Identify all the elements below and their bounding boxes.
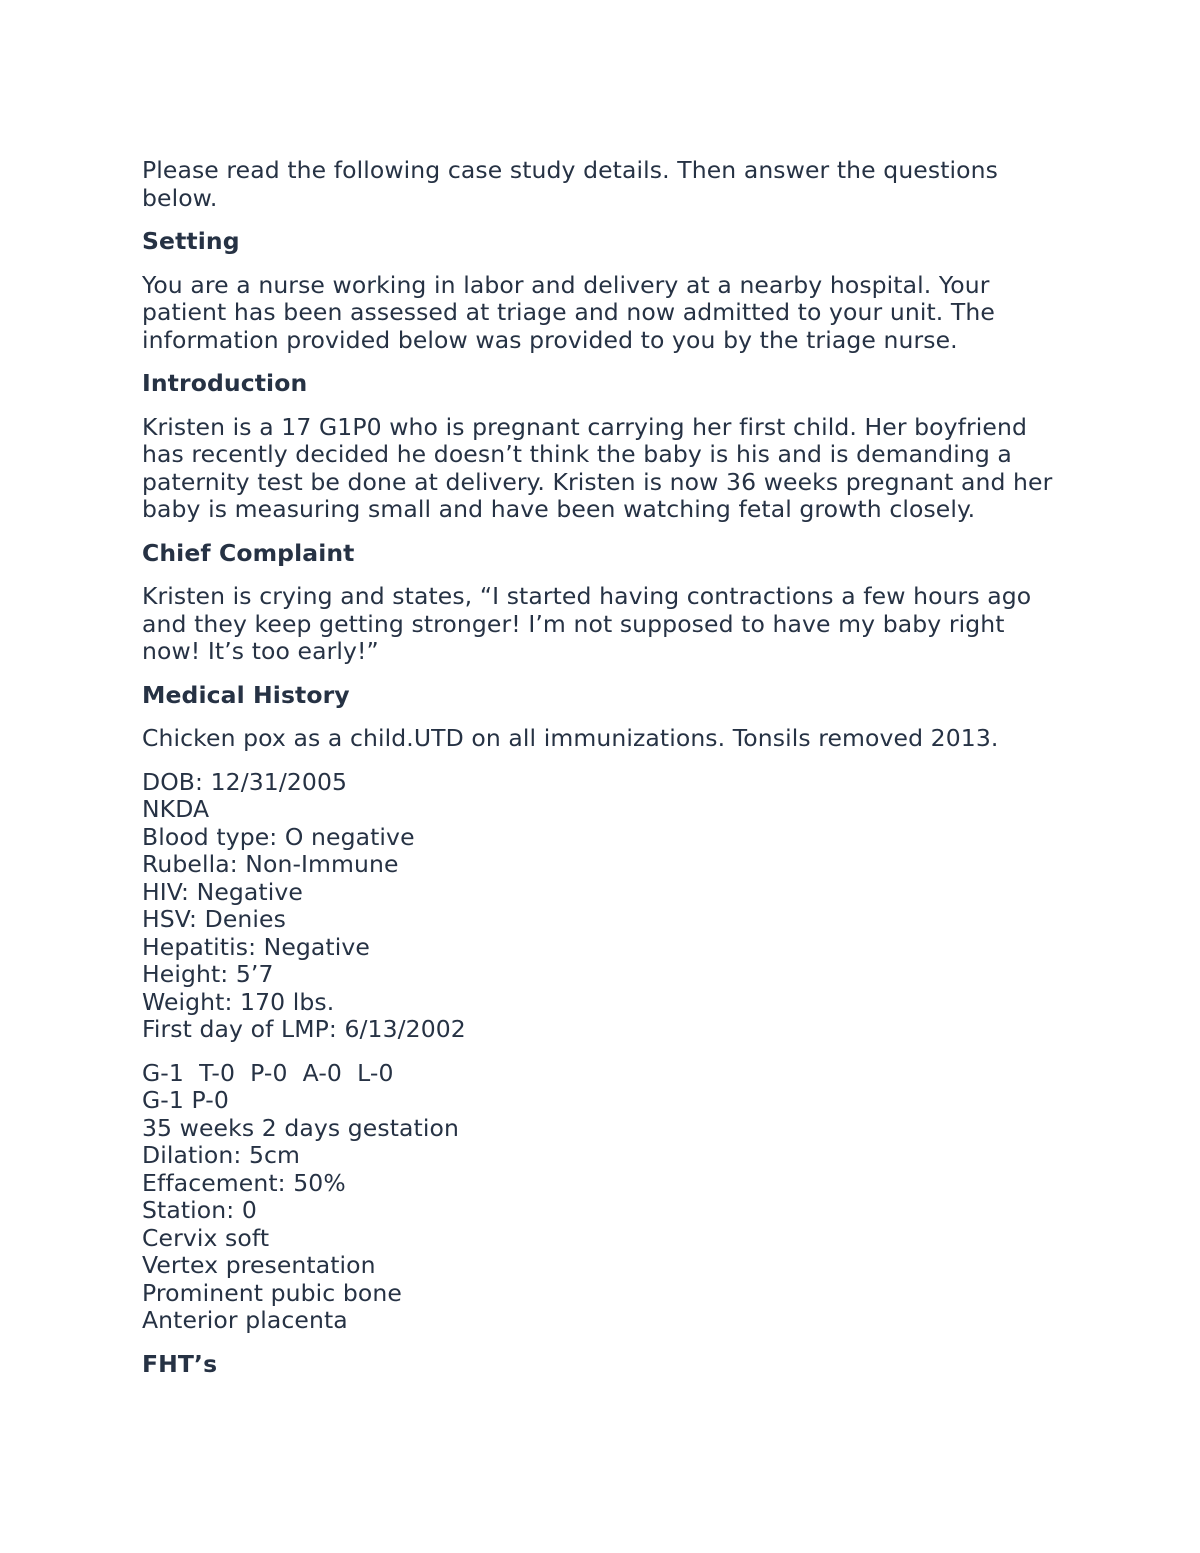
patient-detail: HIV: Negative	[142, 877, 303, 906]
intro-paragraph	[142, 157, 1072, 212]
patient-detail: Blood type: O negative	[142, 822, 415, 851]
patient-detail: Height: 5’7	[142, 960, 274, 988]
intro-line: Please read the following case study details. Then answer the questions	[142, 156, 998, 184]
medical-history-summary: Chicken pox as a child.UTD on all immunizations. Tonsils removed 2013.	[142, 724, 999, 752]
obstetric-detail: 35 weeks 2 days gestation	[142, 1113, 459, 1142]
obstetric-detail: Prominent pubic bone	[142, 1278, 402, 1307]
chief-complaint-paragraph	[142, 583, 1072, 666]
patient-details-list	[142, 769, 1072, 1044]
obstetric-detail: Station: 0	[142, 1196, 257, 1224]
chief-complaint-line: Kristen is crying and states, “I started having contractions a few hours ago	[142, 582, 1032, 610]
obstetric-details-list	[142, 1060, 1072, 1335]
setting-heading: Setting	[142, 227, 240, 255]
chief-complaint-line: now! It’s too early!”	[142, 637, 379, 665]
obstetric-detail: Dilation: 5cm	[142, 1141, 301, 1169]
introduction-paragraph	[142, 414, 1072, 524]
obstetric-detail: Effacement: 50%	[142, 1168, 346, 1197]
setting-line: information provided below was provided to you by the triage nurse.	[142, 325, 958, 354]
patient-detail: Hepatitis: Negative	[142, 932, 370, 961]
setting-paragraph	[142, 272, 1072, 355]
fhts-heading: FHT’s	[142, 1349, 218, 1378]
introduction-heading: Introduction	[142, 369, 308, 397]
introduction-line: has recently decided he doesn’t think the baby is his and is demanding a	[142, 440, 1012, 468]
chief-complaint-line: and they keep getting stronger! I’m not supposed to have my baby right	[142, 609, 1005, 638]
obstetric-detail: Cervix soft	[142, 1223, 270, 1252]
setting-line: patient has been assessed at triage and now admitted to your unit. The	[142, 298, 995, 326]
medical-history-heading: Medical History	[142, 680, 350, 709]
patient-detail: NKDA	[142, 795, 210, 823]
obstetric-detail: Vertex presentation	[142, 1251, 376, 1279]
introduction-line: baby is measuring small and have been watching fetal growth closely.	[142, 495, 976, 523]
patient-detail: HSV: Denies	[142, 905, 286, 933]
patient-detail: Rubella: Non-Immune	[142, 850, 399, 878]
chief-complaint-heading: Chief Complaint	[142, 538, 355, 567]
patient-detail: Weight: 170 lbs.	[142, 987, 335, 1016]
patient-detail: First day of LMP: 6/13/2002	[142, 1015, 466, 1043]
introduction-line: paternity test be done at delivery. Kristen is now 36 weeks pregnant and her	[142, 467, 1053, 496]
obstetric-detail: G-1 T-0 P-0 A-0 L-0	[142, 1058, 394, 1087]
patient-detail: DOB: 12/31/2005	[142, 767, 348, 796]
setting-line: You are a nurse working in labor and delivery at a nearby hospital. Your	[142, 270, 990, 299]
obstetric-detail: G-1 P-0	[142, 1086, 229, 1114]
document-page	[142, 157, 1072, 1394]
obstetric-detail: Anterior placenta	[142, 1306, 348, 1334]
intro-line: below.	[142, 183, 218, 212]
introduction-line: Kristen is a 17 G1P0 who is pregnant carrying her first child. Her boyfriend	[142, 412, 1027, 441]
